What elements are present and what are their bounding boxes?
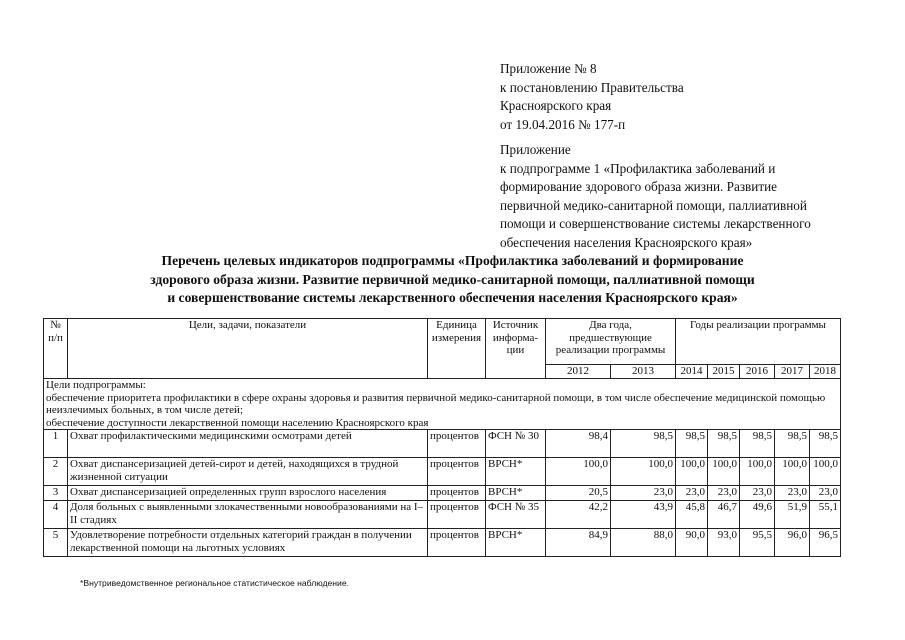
header-unit: Единица измерения bbox=[428, 319, 486, 379]
value-2016: 98,5 bbox=[740, 430, 775, 458]
document-title bbox=[40, 252, 865, 308]
table-row bbox=[44, 430, 841, 458]
value-2018: 55,1 bbox=[810, 501, 841, 529]
indicator-text: Доля больных с выявленными злокачественными новообразованиями на I–II стадиях bbox=[68, 501, 428, 529]
value-2016: 100,0 bbox=[740, 458, 775, 486]
indicator-source: ВРСН* bbox=[486, 458, 546, 486]
row-number: 2 bbox=[44, 458, 68, 486]
value-2015: 23,0 bbox=[708, 486, 740, 501]
indicator-text: Охват диспансеризацией определенных групп взрослого населения bbox=[68, 486, 428, 501]
value-2018: 23,0 bbox=[810, 486, 841, 501]
value-2013: 43,9 bbox=[611, 501, 676, 529]
row-number: 5 bbox=[44, 529, 68, 557]
table-row bbox=[44, 501, 841, 529]
year-header: 2014 bbox=[676, 365, 708, 379]
title-line: Перечень целевых индикаторов подпрограммы «Профилактика заболеваний и формирование bbox=[161, 253, 744, 268]
subheader-line: Приложение bbox=[500, 142, 571, 157]
value-2012: 98,4 bbox=[546, 430, 611, 458]
table-row bbox=[44, 458, 841, 486]
value-2017: 98,5 bbox=[775, 430, 810, 458]
indicator-unit: процентов bbox=[428, 529, 486, 557]
header-program-years: Годы реализации программы bbox=[676, 319, 841, 365]
value-2014: 100,0 bbox=[676, 458, 708, 486]
footnote: *Внутриведомственное региональное статистическое наблюдение. bbox=[80, 578, 349, 588]
table-row bbox=[44, 529, 841, 557]
value-2017: 23,0 bbox=[775, 486, 810, 501]
indicators-table bbox=[43, 318, 841, 557]
value-2018: 98,5 bbox=[810, 430, 841, 458]
header-goals: Цели, задачи, показатели bbox=[68, 319, 428, 379]
year-header: 2012 bbox=[546, 365, 611, 379]
indicator-unit: процентов bbox=[428, 486, 486, 501]
table-row bbox=[44, 486, 841, 501]
indicator-unit: процентов bbox=[428, 501, 486, 529]
value-2012: 84,9 bbox=[546, 529, 611, 557]
header-line: от 19.04.2016 № 177-п bbox=[500, 116, 626, 132]
indicator-text: Охват диспансеризацией детей-сирот и детей, находящихся в трудной жизненной ситуации bbox=[68, 458, 428, 486]
row-number: 3 bbox=[44, 486, 68, 501]
value-2016: 95,5 bbox=[740, 529, 775, 557]
subheader-line: формирование здорового образа жизни. Развитие bbox=[500, 179, 778, 195]
header-line: Красноярского края bbox=[500, 98, 612, 114]
value-2014: 90,0 bbox=[676, 529, 708, 557]
indicator-text: Охват профилактическими медицинскими осмотрами детей bbox=[68, 430, 428, 458]
header-source: Источник информа-ции bbox=[486, 319, 546, 379]
subheader-line: к подпрограмме 1 «Профилактика заболеваний и bbox=[500, 160, 776, 176]
value-2018: 96,5 bbox=[810, 529, 841, 557]
year-header: 2018 bbox=[810, 365, 841, 379]
value-2015: 98,5 bbox=[708, 430, 740, 458]
appendix-header bbox=[500, 60, 684, 134]
value-2015: 46,7 bbox=[708, 501, 740, 529]
value-2017: 51,9 bbox=[775, 501, 810, 529]
appendix-subheader bbox=[500, 141, 811, 253]
indicator-source: ВРСН* bbox=[486, 486, 546, 501]
value-2013: 88,0 bbox=[611, 529, 676, 557]
goals-row bbox=[44, 379, 841, 430]
row-number: 1 bbox=[44, 430, 68, 458]
value-2016: 23,0 bbox=[740, 486, 775, 501]
year-header: 2016 bbox=[740, 365, 775, 379]
year-header: 2013 bbox=[611, 365, 676, 379]
value-2018: 100,0 bbox=[810, 458, 841, 486]
indicator-unit: процентов bbox=[428, 458, 486, 486]
header-line: Приложение № 8 bbox=[500, 61, 597, 76]
row-number: 4 bbox=[44, 501, 68, 529]
header-prior-years: Два года, предшествующие реализации программы bbox=[546, 319, 676, 365]
subheader-line: обеспечения населения Красноярского края» bbox=[500, 234, 753, 250]
value-2013: 100,0 bbox=[611, 458, 676, 486]
value-2015: 100,0 bbox=[708, 458, 740, 486]
year-header: 2017 bbox=[775, 365, 810, 379]
value-2014: 45,8 bbox=[676, 501, 708, 529]
indicator-source: ФСН № 30 bbox=[486, 430, 546, 458]
indicator-source: ВРСН* bbox=[486, 529, 546, 557]
year-header: 2015 bbox=[708, 365, 740, 379]
value-2017: 96,0 bbox=[775, 529, 810, 557]
goals-line: обеспечение приоритета профилактики в сфере охраны здоровья и развития первичной медико-санитарной помощи, в том числе обеспечение медицинской помощью неизлечимых больных, в том числе детей; bbox=[46, 391, 826, 416]
value-2014: 23,0 bbox=[676, 486, 708, 501]
value-2012: 42,2 bbox=[546, 501, 611, 529]
value-2017: 100,0 bbox=[775, 458, 810, 486]
goals-line: Цели подпрограммы: bbox=[46, 379, 146, 391]
subheader-line: первичной медико-санитарной помощи, паллиативной bbox=[500, 197, 807, 213]
title-line: здорового образа жизни. Развитие первичной медико-санитарной помощи, паллиативной помощи bbox=[150, 271, 755, 287]
value-2013: 98,5 bbox=[611, 430, 676, 458]
header-num: № п/п bbox=[44, 319, 68, 379]
value-2012: 20,5 bbox=[546, 486, 611, 501]
subheader-line: помощи и совершенствование системы лекарственного bbox=[500, 216, 811, 232]
goals-line: обеспечение доступности лекарственной помощи населению Красноярского края bbox=[46, 416, 429, 429]
title-line: и совершенствование системы лекарственного обеспечения населения Красноярского края» bbox=[167, 290, 738, 306]
value-2014: 98,5 bbox=[676, 430, 708, 458]
value-2015: 93,0 bbox=[708, 529, 740, 557]
value-2013: 23,0 bbox=[611, 486, 676, 501]
indicator-source: ФСН № 35 bbox=[486, 501, 546, 529]
value-2016: 49,6 bbox=[740, 501, 775, 529]
header-line: к постановлению Правительства bbox=[500, 79, 684, 95]
indicator-unit: процентов bbox=[428, 430, 486, 458]
indicator-text: Удовлетворение потребности отдельных категорий граждан в получении лекарственной помощи на льготных условиях bbox=[68, 529, 428, 557]
value-2012: 100,0 bbox=[546, 458, 611, 486]
